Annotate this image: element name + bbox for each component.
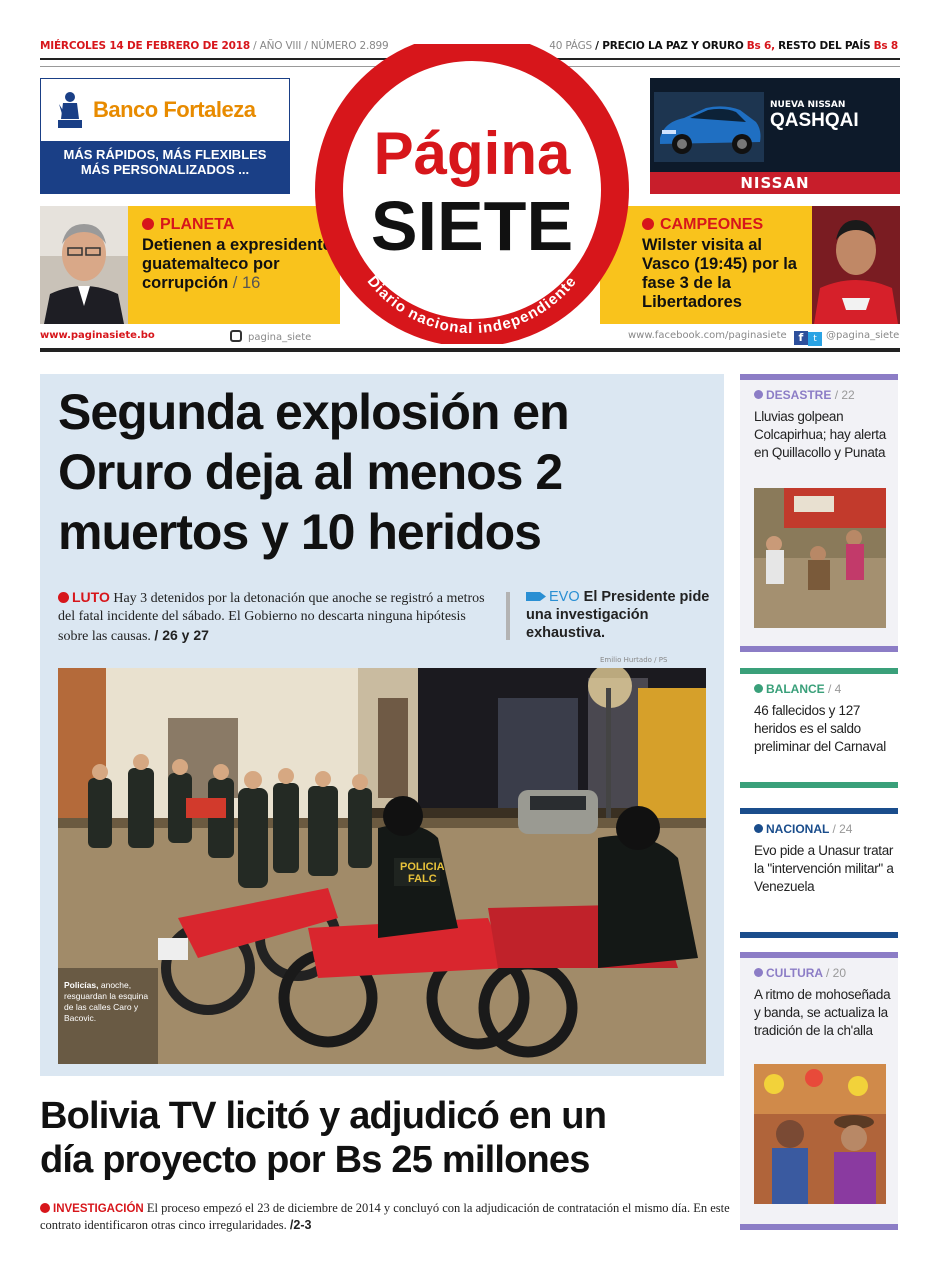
sidebar-nacional-kicker: NACIONAL / 24 bbox=[754, 822, 852, 836]
bullet-icon bbox=[58, 592, 69, 603]
bullet-icon bbox=[642, 218, 654, 230]
investigacion-kicker: INVESTIGACIÓN bbox=[40, 1203, 144, 1215]
teaser-campeones[interactable] bbox=[600, 206, 900, 324]
bank-name: Banco Fortaleza bbox=[93, 97, 256, 122]
lead-luto-text: LUTO Hay 3 detenidos por la detonación que anoche se registró a metros del fatal incidente del sábado. El Gobierno no descarta ninguna hipótesis sobre las causas. / 26 y 27 bbox=[58, 589, 485, 644]
sidebar-nacional-text: Evo pide a Unasur tratar la "intervención militar" a Venezuela bbox=[754, 843, 894, 894]
bank-statue-icon bbox=[55, 90, 85, 130]
sidebar-cultura-text: A ritmo de mohoseñada y banda, se actualiza la tradición de la ch'alla bbox=[754, 987, 891, 1038]
logo-line-2: SIETE bbox=[370, 187, 574, 265]
section-bar bbox=[740, 374, 898, 380]
section-bar bbox=[740, 932, 898, 938]
bullet-icon bbox=[40, 1203, 50, 1213]
section-bar bbox=[740, 782, 898, 788]
section-bar bbox=[740, 952, 898, 958]
teaser-planeta-kicker: PLANETA bbox=[142, 216, 340, 234]
second-page-ref: /2-3 bbox=[289, 1218, 312, 1232]
photo-caption: Policías, anoche, resguardan la esquina de las calles Caro y Bacovic. bbox=[64, 980, 149, 1023]
bank-slogan-line-1: MÁS RÁPIDOS, MÁS FLEXIBLES bbox=[63, 147, 267, 162]
second-story-text: INVESTIGACIÓN El proceso empezó el 23 de diciembre de 2014 y concluyó con la adjudicación de contratación el mismo día. En este contrato identificaron otras cinco irregularidades. /2-3 bbox=[40, 1201, 730, 1232]
challa-photo bbox=[754, 1064, 886, 1204]
teaser-campeones-text: Wilster visita al Vasco (19:45) por la fase 3 de la Libertadores bbox=[642, 236, 797, 311]
sidebar-desastre-text: Lluvias golpean Colcapirhua; hay alerta en Quillacollo y Punata bbox=[754, 409, 886, 460]
photo-credit: Emilio Hurtado / PS bbox=[600, 656, 668, 664]
teaser-campeones-kicker: CAMPEONES bbox=[642, 216, 812, 234]
teaser-planeta-page: / 16 bbox=[232, 274, 261, 292]
section-bar bbox=[740, 808, 898, 814]
lead-photo[interactable] bbox=[58, 668, 706, 1064]
bank-logo-row bbox=[41, 79, 289, 141]
nissan-advertisement[interactable] bbox=[650, 78, 900, 194]
instagram-link[interactable]: pagina_siete bbox=[230, 330, 311, 343]
bullet-icon bbox=[754, 824, 763, 833]
instagram-icon bbox=[230, 330, 242, 342]
logo-line-1: Página bbox=[373, 120, 571, 187]
car-image bbox=[654, 92, 764, 162]
twitter-icon: t bbox=[808, 332, 822, 346]
page-count: 40 PÁGS bbox=[549, 40, 593, 52]
pagina-siete-logo[interactable] bbox=[311, 44, 633, 344]
sidebar-item-balance[interactable] bbox=[740, 668, 898, 788]
price-rest-label: RESTO DEL PAÍS bbox=[778, 40, 871, 52]
website-link[interactable]: www.paginasiete.bo bbox=[40, 330, 155, 341]
evo-kicker: EVO bbox=[549, 589, 580, 605]
bank-advertisement[interactable] bbox=[40, 78, 290, 194]
nissan-brand-bar: NISSAN bbox=[650, 172, 900, 194]
nissan-small-label: NUEVA NISSAN bbox=[770, 100, 846, 110]
arrow-icon bbox=[526, 592, 546, 601]
teaser-planeta-text: Detienen a expresidente guatemalteco por corrupción / 16 bbox=[142, 236, 332, 292]
bullet-icon bbox=[142, 218, 154, 230]
bank-slogan bbox=[41, 147, 289, 177]
sidebar-item-desastre[interactable] bbox=[740, 374, 898, 652]
lead-evo-text: EVO El Presidente pide una investigación exhaustiva. bbox=[526, 589, 710, 641]
lead-headline[interactable]: Segunda explosión en Oruro deja al menos 2 muertos y 10 heridos bbox=[58, 384, 569, 560]
luto-kicker: LUTO bbox=[58, 589, 110, 605]
facebook-icon: f bbox=[794, 331, 808, 345]
issue-date: MIÉRCOLES 14 DE FEBRERO DE 2018 bbox=[40, 40, 250, 52]
nissan-model: QASHQAI bbox=[770, 110, 859, 131]
twitter-link[interactable]: t @pagina_siete bbox=[808, 330, 899, 346]
column-divider bbox=[506, 592, 510, 640]
price-lapaz: Bs 6, bbox=[746, 40, 775, 52]
price-lapaz-label: / PRECIO LA PAZ Y ORURO bbox=[595, 40, 744, 52]
section-bar bbox=[740, 646, 898, 652]
section-bar bbox=[740, 668, 898, 674]
sidebar-item-cultura[interactable] bbox=[740, 952, 898, 1230]
header-bottom-rule bbox=[40, 348, 900, 352]
bullet-icon bbox=[754, 390, 763, 399]
section-bar bbox=[740, 1224, 898, 1230]
bullet-icon bbox=[754, 968, 763, 977]
sidebar-balance-text: 46 fallecidos y 127 heridos es el saldo preliminar del Carnaval bbox=[754, 703, 886, 754]
footballer-photo bbox=[812, 206, 900, 324]
price-rest: Bs 8 bbox=[873, 40, 898, 52]
bank-slogan-line-2: MÁS PERSONALIZADOS ... bbox=[80, 162, 250, 177]
issue-edition: / AÑO VIII / NÚMERO 2.899 bbox=[253, 40, 389, 52]
svg-text:FALC: FALC bbox=[408, 873, 437, 885]
sidebar-balance-kicker: BALANCE / 4 bbox=[754, 682, 841, 696]
second-headline[interactable]: Bolivia TV licitó y adjudicó en un día proyecto por Bs 25 millones bbox=[40, 1095, 607, 1181]
sidebar-cultura-kicker: CULTURA / 20 bbox=[754, 966, 846, 980]
logo-tagline: Diario nacional independiente bbox=[363, 272, 581, 338]
svg-text:POLICIA: POLICIA bbox=[400, 861, 445, 873]
caption-bold: Policías, bbox=[64, 980, 99, 990]
teaser-planeta[interactable] bbox=[40, 206, 340, 324]
bullet-icon bbox=[754, 684, 763, 693]
luto-page-ref: / 26 y 27 bbox=[154, 627, 209, 643]
flood-photo bbox=[754, 488, 886, 628]
sidebar-desastre-kicker: DESASTRE / 22 bbox=[754, 388, 855, 402]
facebook-link[interactable]: www.facebook.com/paginasiete f bbox=[628, 330, 808, 345]
sidebar-item-nacional[interactable] bbox=[740, 808, 898, 938]
politician-photo bbox=[40, 206, 128, 324]
